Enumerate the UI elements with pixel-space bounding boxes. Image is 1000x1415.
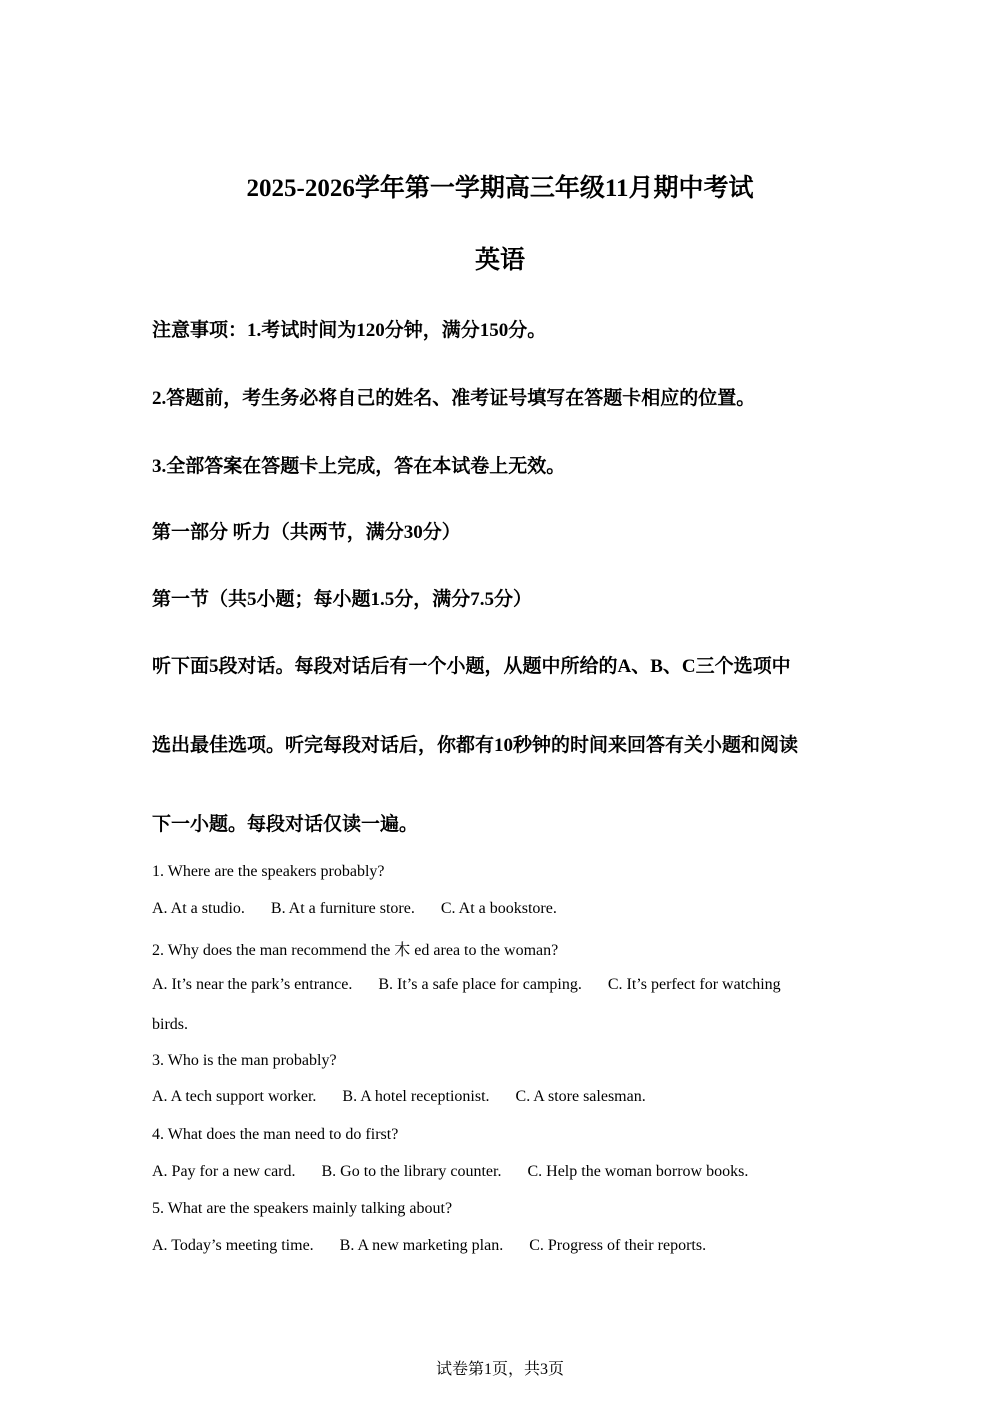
option-5c: C. Progress of their reports.: [529, 1237, 707, 1254]
question-options-2: [152, 976, 852, 994]
question-stem-5: 5. What are the speakers mainly talking about?: [152, 1200, 453, 1217]
question-stem-1: 1. Where are the speakers probably?: [152, 863, 385, 880]
note-line-2: 2.答题前，考生务必将自己的姓名、准考证号填写在答题卡相应的位置。: [152, 388, 756, 409]
note-line-3: 3.全部答案在答题卡上完成，答在本试卷上无效。: [152, 456, 566, 477]
part-heading: 第一部分 听力（共两节，满分30分）: [152, 522, 461, 543]
option-1a: A. At a studio.: [152, 900, 245, 917]
subject-title: 英语: [474, 247, 525, 274]
option-2a: A. It’s near the park’s entrance.: [152, 976, 353, 993]
subsection-heading: 第一节（共5小题；每小题1.5分，满分7.5分）: [152, 589, 533, 610]
question-options-1: [152, 900, 852, 918]
question-options-5: [152, 1237, 852, 1255]
option-1c: C. At a bookstore.: [440, 900, 557, 917]
option-5b: B. A new marketing plan.: [339, 1237, 504, 1254]
note-line-1: 注意事项：1.考试时间为120分钟，满分150分。: [152, 320, 547, 341]
instruction-line-3: 下一小题。每段对话仅读一遍。: [152, 814, 419, 835]
option-3c: C. A store salesman.: [515, 1088, 646, 1105]
option-2c: C. It’s perfect for watching: [607, 976, 781, 993]
option-5a: A. Today’s meeting time.: [152, 1237, 314, 1254]
option-4a: A. Pay for a new card.: [152, 1163, 296, 1180]
option-1b: B. At a furniture store.: [270, 900, 415, 917]
question-stem-3: 3. Who is the man probably?: [152, 1052, 337, 1069]
instruction-line-1: 听下面5段对话。每段对话后有一个小题，从题中所给的A、B、C三个选项中: [152, 656, 791, 677]
option-4c: C. Help the woman borrow books.: [527, 1163, 749, 1180]
option-2b: B. It’s a safe place for camping.: [378, 976, 582, 993]
option-3a: A. A tech support worker.: [152, 1088, 317, 1105]
question-stem-4: 4. What does the man need to do first?: [152, 1126, 399, 1143]
question-stem-2: 2. Why does the man recommend the 木 ed area to the woman?: [152, 942, 559, 959]
exam-title: 2025-2026学年第一学期高三年级11月期中考试: [246, 175, 754, 202]
instruction-line-2: 选出最佳选项。听完每段对话后，你都有10秒钟的时间来回答有关小题和阅读: [152, 735, 799, 756]
option-2c-continuation: birds.: [152, 1016, 188, 1033]
question-options-4: [152, 1163, 852, 1181]
question-options-3: [152, 1088, 852, 1106]
option-3b: B. A hotel receptionist.: [342, 1088, 490, 1105]
option-4b: B. Go to the library counter.: [321, 1163, 502, 1180]
page-footer: 试卷第1页，共3页: [435, 1361, 564, 1378]
